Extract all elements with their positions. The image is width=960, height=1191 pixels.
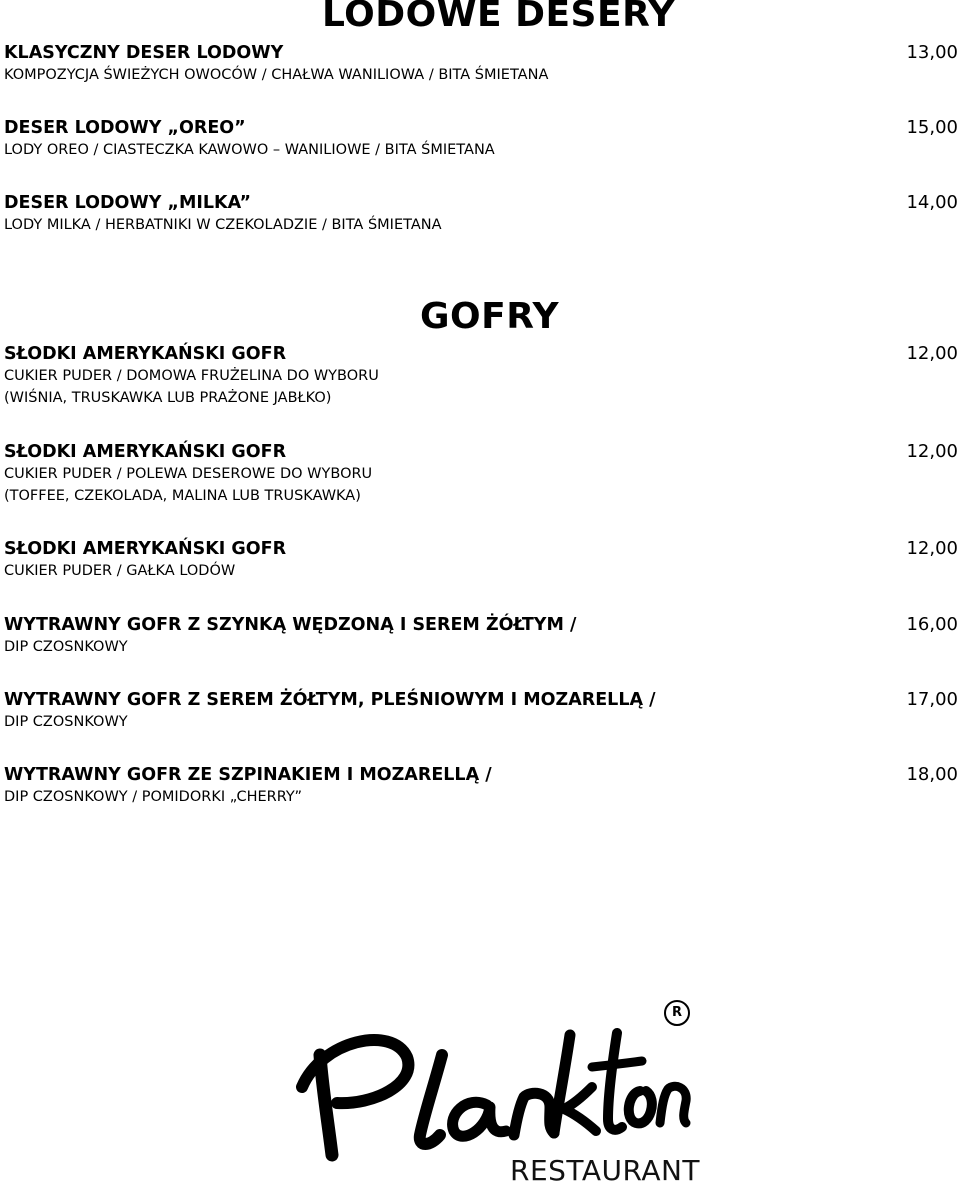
item-price: 12,00 (906, 441, 958, 462)
item-name: WYTRAWNY GOFR ZE SZPINAKIEM I MOZARELLĄ / (4, 765, 492, 785)
item-description: DIP CZOSNKOWY (4, 639, 128, 655)
menu-item (4, 42, 960, 86)
item-name: SŁODKI AMERYKAŃSKI GOFR (4, 344, 287, 364)
item-name: DESER LODOWY „MILKA” (4, 193, 252, 213)
item-name: WYTRAWNY GOFR Z SEREM ŻÓŁTYM, PLEŚNIOWYM I MOZARELLĄ / (4, 690, 656, 710)
item-name: KLASYCZNY DESER LODOWY (4, 43, 284, 63)
item-price: 12,00 (906, 538, 958, 559)
item-description: DIP CZOSNKOWY / POMIDORKI „CHERRY” (4, 789, 302, 805)
item-name: DESER LODOWY „OREO” (4, 118, 246, 138)
item-description: DIP CZOSNKOWY (4, 714, 128, 730)
registered-trademark-mark: R (664, 1000, 690, 1026)
logo-subtitle: RESTAURANT (510, 1154, 701, 1187)
item-price: 16,00 (906, 614, 958, 635)
menu-item (4, 689, 960, 733)
item-name: SŁODKI AMERYKAŃSKI GOFR (4, 539, 287, 559)
item-description: LODY OREO / CIASTECZKA KAWOWO – WANILIOWE / BITA ŚMIETANA (4, 142, 495, 158)
menu-item (4, 117, 960, 161)
menu-item (4, 441, 960, 507)
item-price: 17,00 (906, 689, 958, 710)
item-price: 18,00 (906, 764, 958, 785)
item-price: 13,00 (906, 42, 958, 63)
item-description: CUKIER PUDER / GAŁKA LODÓW (4, 563, 236, 579)
item-price: 15,00 (906, 117, 958, 138)
item-description: (TOFFEE, CZEKOLADA, MALINA LUB TRUSKAWKA) (4, 488, 361, 504)
menu-item (4, 538, 960, 582)
item-description: LODY MILKA / HERBATNIKI W CZEKOLADZIE / BITA ŚMIETANA (4, 217, 442, 233)
item-description: (WIŚNIA, TRUSKAWKA LUB PRAŻONE JABŁKO) (4, 390, 332, 406)
menu-item (4, 343, 960, 409)
menu-item (4, 192, 960, 236)
item-description: CUKIER PUDER / DOMOWA FRUŻELINA DO WYBORU (4, 368, 379, 384)
menu-item (4, 764, 960, 808)
item-price: 12,00 (906, 343, 958, 364)
item-description: KOMPOZYCJA ŚWIEŻYCH OWOCÓW / CHAŁWA WANILIOWA / BITA ŚMIETANA (4, 67, 549, 83)
section-title-gofry: GOFRY (420, 296, 560, 337)
item-name: WYTRAWNY GOFR Z SZYNKĄ WĘDZONĄ I SEREM ŻÓŁTYM / (4, 615, 577, 635)
section-title-desery: LODOWE DESERY (322, 0, 675, 35)
menu-item (4, 614, 960, 658)
item-price: 14,00 (906, 192, 958, 213)
item-name: SŁODKI AMERYKAŃSKI GOFR (4, 442, 287, 462)
item-description: CUKIER PUDER / POLEWA DESEROWE DO WYBORU (4, 466, 373, 482)
